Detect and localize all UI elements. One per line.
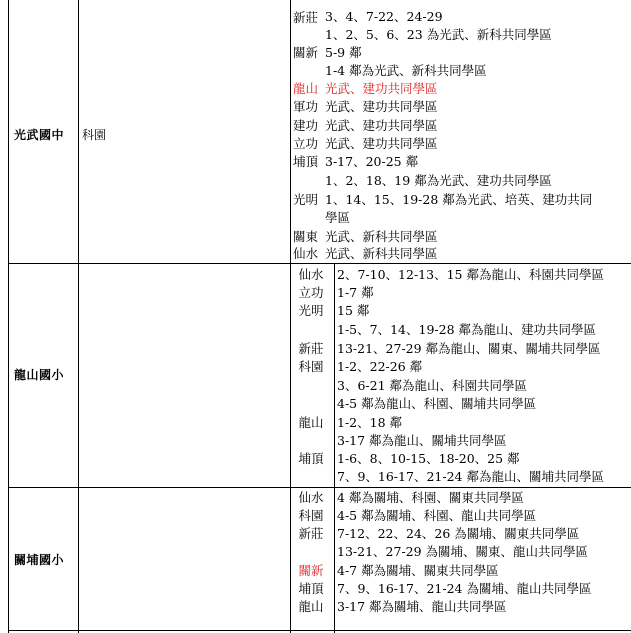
district-line: 1-4 鄰為光武、新科共同學區 [325, 63, 487, 78]
row-divider-2 [8, 487, 631, 488]
district-line: 1-2、18 鄰 [337, 415, 403, 430]
area-label: 仙水 [298, 490, 324, 505]
area-label: 光明 [293, 192, 319, 207]
area-label: 新莊 [298, 341, 324, 356]
district-line: 光武、建功共同學區 [325, 136, 438, 151]
area-label: 埔頂 [298, 451, 324, 466]
area-label: 關新 [293, 45, 319, 60]
col-border-primary [290, 0, 291, 633]
row-divider-1 [8, 263, 631, 264]
district-line: 4-5 鄰為關埔、科園、龍山共同學區 [337, 508, 537, 523]
area-label: 龍山 [298, 599, 324, 614]
district-line: 4 鄰為關埔、科園、關東共同學區 [337, 490, 524, 505]
district-line: 1-2、22-26 鄰 [337, 359, 423, 374]
district-line: 光武、建功共同學區 [325, 118, 438, 133]
district-line: 3、4、7-22、24-29 [325, 9, 443, 24]
district-line: 7-12、22、24、26 為關埔、關東共同學區 [337, 526, 580, 541]
area-label: 建功 [293, 118, 319, 133]
area-label: 光明 [298, 303, 324, 318]
area-label-highlight: 關新 [298, 563, 324, 578]
area-label: 科園 [298, 508, 324, 523]
district-line: 3、6-21 鄰為龍山、科園共同學區 [337, 378, 528, 393]
school-name: 光武國中 [14, 128, 65, 142]
district-line: 光武、新科共同學區 [325, 229, 438, 244]
district-line: 1-6、8、10-15、18-20、25 鄰 [337, 451, 520, 466]
area-label: 立功 [293, 136, 319, 151]
area-label: 關東 [293, 229, 319, 244]
district-line: 4-5 鄰為龍山、科園、關埔共同學區 [337, 396, 537, 411]
district-line: 3-17、20-25 鄰 [325, 154, 419, 169]
district-line: 13-21、27-29 為關埔、關東、龍山共同學區 [337, 544, 589, 559]
area-label: 立功 [298, 285, 324, 300]
district-line: 1-7 鄰 [337, 285, 374, 300]
district-line: 13-21、27-29 鄰為龍山、關東、關埔共同學區 [337, 341, 601, 356]
district-line: 7、9、16-17、21-24 為關埔、龍山共同學區 [337, 581, 592, 596]
district-line: 3-17 鄰為龍山、關埔共同學區 [337, 433, 507, 448]
school-name: 龍山國小 [14, 368, 65, 382]
area-label: 仙水 [293, 246, 319, 261]
col-border-left [8, 0, 9, 633]
district-line: 3-17 鄰為關埔、龍山共同學區 [337, 599, 507, 614]
district-line: 1、2、5、6、23 為光武、新科共同學區 [325, 27, 552, 42]
area-label: 龍山 [298, 415, 324, 430]
row-divider-bottom [8, 630, 631, 631]
district-line: 4-7 鄰為關埔、關東共同學區 [337, 563, 499, 578]
area-label: 埔頂 [298, 581, 324, 596]
area-label: 科園 [298, 359, 324, 374]
district-line: 1、2、18、19 鄰為光武、建功共同學區 [325, 173, 552, 188]
col-border-area [334, 264, 335, 633]
district-line-highlight: 光武、建功共同學區 [325, 81, 438, 96]
district-line: 學區 [325, 210, 351, 225]
district-line: 5-9 鄰 [325, 45, 362, 60]
area-label: 新莊 [293, 10, 319, 25]
district-line: 1-5、7、14、19-28 鄰為龍山、建功共同學區 [337, 322, 596, 337]
col-border-school [78, 0, 79, 633]
district-line: 15 鄰 [337, 303, 370, 318]
area-label-highlight: 龍山 [293, 81, 319, 96]
primary-school: 科園 [82, 128, 107, 142]
area-label: 仙水 [298, 267, 324, 282]
district-line: 7、9、16-17、21-24 鄰為龍山、關埔共同學區 [337, 469, 604, 484]
school-name: 關埔國小 [14, 553, 65, 567]
district-line: 光武、新科共同學區 [325, 246, 438, 261]
area-label: 軍功 [293, 99, 319, 114]
area-label: 埔頂 [293, 154, 319, 169]
district-line: 光武、建功共同學區 [325, 99, 438, 114]
area-label: 新莊 [298, 526, 324, 541]
district-line: 2、7-10、12-13、15 鄰為龍山、科園共同學區 [337, 267, 604, 282]
district-line: 1、14、15、19-28 鄰為光武、培英、建功共同 [325, 192, 593, 207]
